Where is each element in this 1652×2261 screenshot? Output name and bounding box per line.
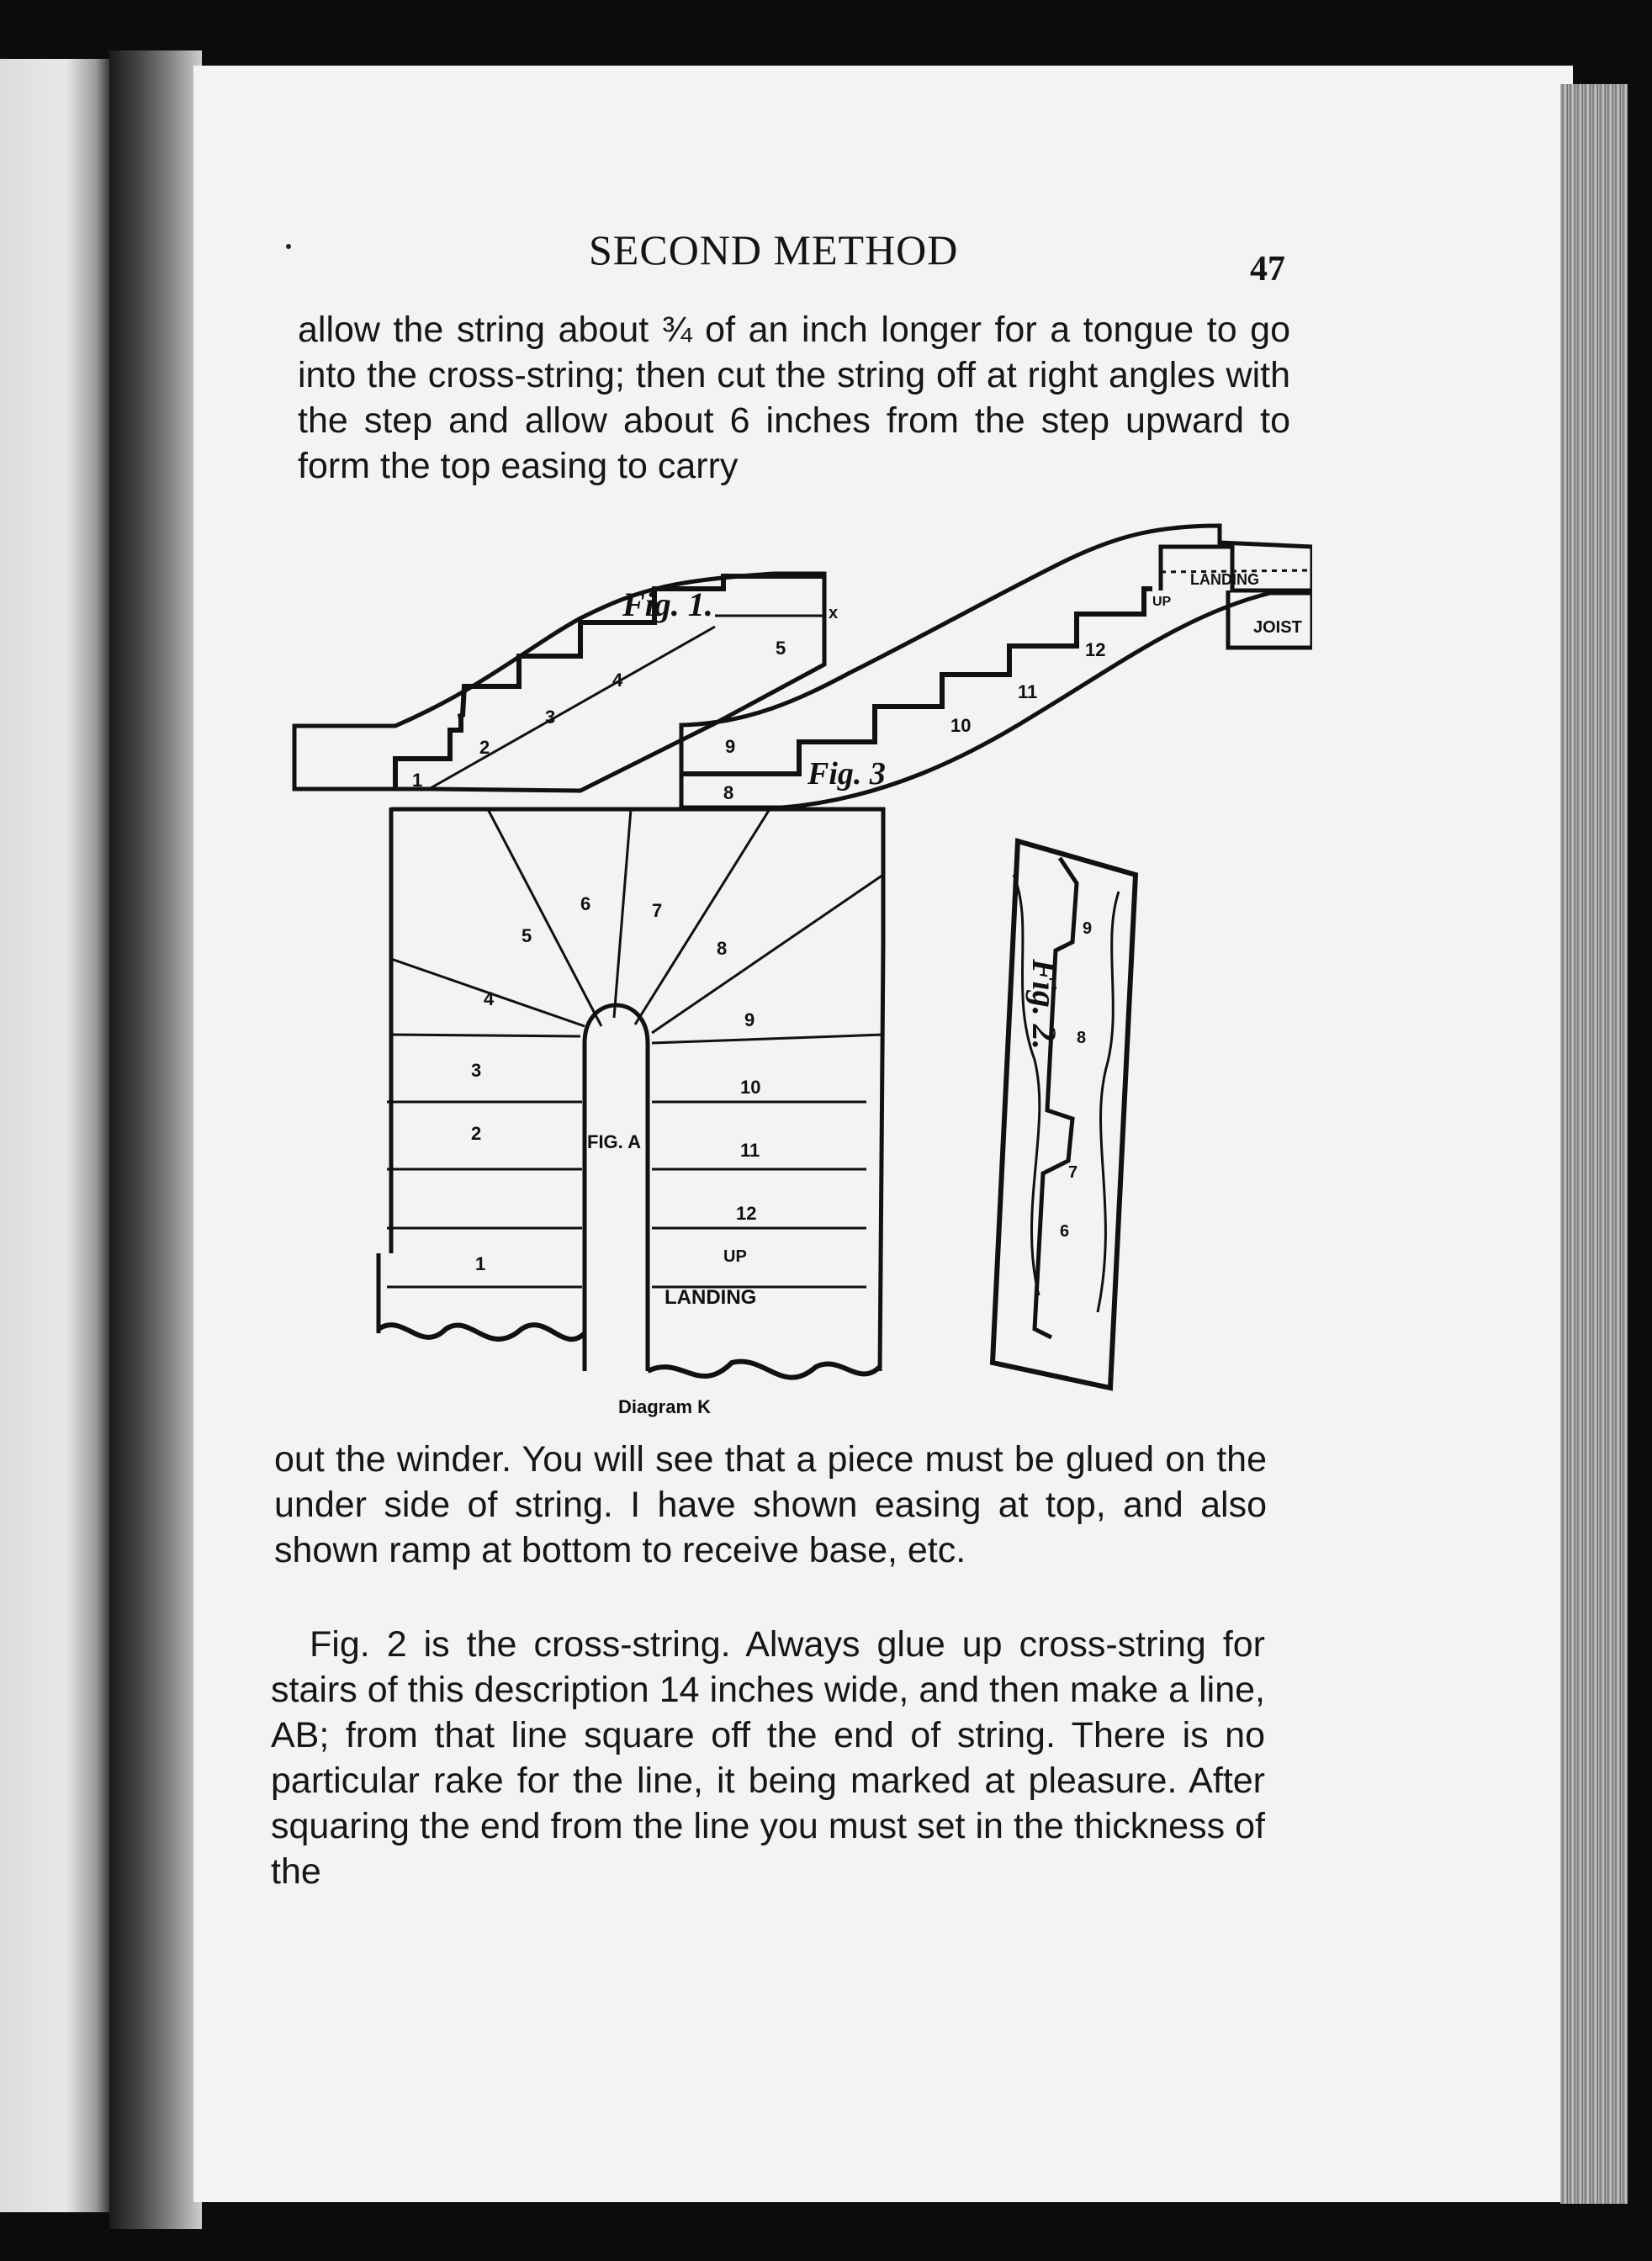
plan-step-number: 7 <box>652 900 663 921</box>
fig1-string <box>294 574 824 791</box>
plan-break-right <box>648 1362 880 1378</box>
fig1-pitch-line <box>429 627 715 789</box>
fig2-step-number: 7 <box>1068 1163 1078 1182</box>
fig2-zigzag <box>1035 858 1077 1337</box>
plan-step-number: 12 <box>736 1203 757 1224</box>
running-header: SECOND METHOD <box>589 226 959 273</box>
page-number: 47 <box>1250 250 1285 289</box>
fig3-step-number: 11 <box>1018 681 1038 702</box>
plan-step-number: 2 <box>471 1123 482 1144</box>
landing-plan-label: LANDING <box>665 1286 757 1309</box>
fig2-label: Fig. 2. <box>1025 959 1063 1050</box>
paragraph-top: allow the string about ¾ of an inch longer for a tongue to go into the cross-string; then cut the string off at right angles with the step and allow about 6 inches from the step upward to form the top easing to carry <box>298 310 1290 486</box>
up-top-label: UP <box>1152 595 1172 609</box>
stair-diagram <box>278 522 1312 1430</box>
plan-riser <box>652 1035 883 1043</box>
figa-label: FIG. A <box>587 1131 641 1152</box>
plan-step-number: 5 <box>522 925 532 946</box>
fig1-step-number: 2 <box>479 737 490 758</box>
plan-step-number: 8 <box>717 938 728 959</box>
page-stack-edge <box>1560 84 1628 2204</box>
fig1-step-number: 3 <box>545 707 556 728</box>
fig1-step-number: 4 <box>612 670 623 691</box>
fig3-label: Fig. 3 <box>807 756 886 792</box>
joist-label: JOIST <box>1253 618 1302 637</box>
plan-step-number: 11 <box>740 1140 760 1161</box>
plan-step-number: 3 <box>471 1060 482 1081</box>
plan-winder <box>652 875 883 1033</box>
book-gutter <box>109 50 202 2229</box>
landing-top-label: LANDING <box>1190 571 1259 588</box>
paragraph-middle: out the winder. You will see that a piece must be glued on the under side of string. I have shown easing at top, and also shown ramp at bottom to receive base, etc. <box>274 1439 1267 1570</box>
fig2-step-number: 9 <box>1083 919 1093 938</box>
fig3-step-number: 10 <box>950 715 972 736</box>
plan-step-number: 4 <box>484 988 495 1009</box>
fig3-string <box>681 526 1312 808</box>
fig1-step-number: 1 <box>412 770 423 791</box>
fig2-wave <box>1014 875 1040 1295</box>
paragraph-bottom: Fig. 2 is the cross-string. Always glue up cross-string for stairs of this description 14 inches wide, and then make a line, AB; from that line square off the end of string. There is no particular rake for the line, it being marked at pleasure. After squaring the end from the line you must set in the thickness of the <box>271 1624 1265 1892</box>
fig1-label: Fig. 1. <box>622 585 713 623</box>
plan-step-number: 6 <box>580 893 591 914</box>
fig1-step-profile <box>395 576 824 789</box>
plan-step-number: 1 <box>475 1253 486 1274</box>
fig2-step-number: 8 <box>1077 1029 1087 1047</box>
left-page-edge <box>0 59 109 2212</box>
plan-step-number: 9 <box>744 1009 755 1030</box>
fig2-step-number: 6 <box>1060 1222 1070 1241</box>
background-strip <box>1628 0 1652 2261</box>
diagram-caption: Diagram K <box>618 1396 712 1417</box>
plan-newel <box>585 1005 648 1371</box>
fig3-step-number: 12 <box>1085 639 1106 660</box>
fig3-step-number: 8 <box>723 782 734 803</box>
x-mark: x <box>829 604 839 622</box>
header-mark <box>286 244 291 249</box>
fig1-step-number: 5 <box>776 638 786 659</box>
plan-break-left <box>379 1325 585 1339</box>
fig3-step-number: 9 <box>725 736 736 757</box>
plan-winder <box>614 809 631 1018</box>
plan-step-number: 10 <box>740 1077 761 1098</box>
plan-outline-right <box>880 946 883 1371</box>
up-plan-label: UP <box>723 1247 747 1266</box>
plan-winder <box>488 809 601 1026</box>
plan-riser <box>391 1035 580 1036</box>
